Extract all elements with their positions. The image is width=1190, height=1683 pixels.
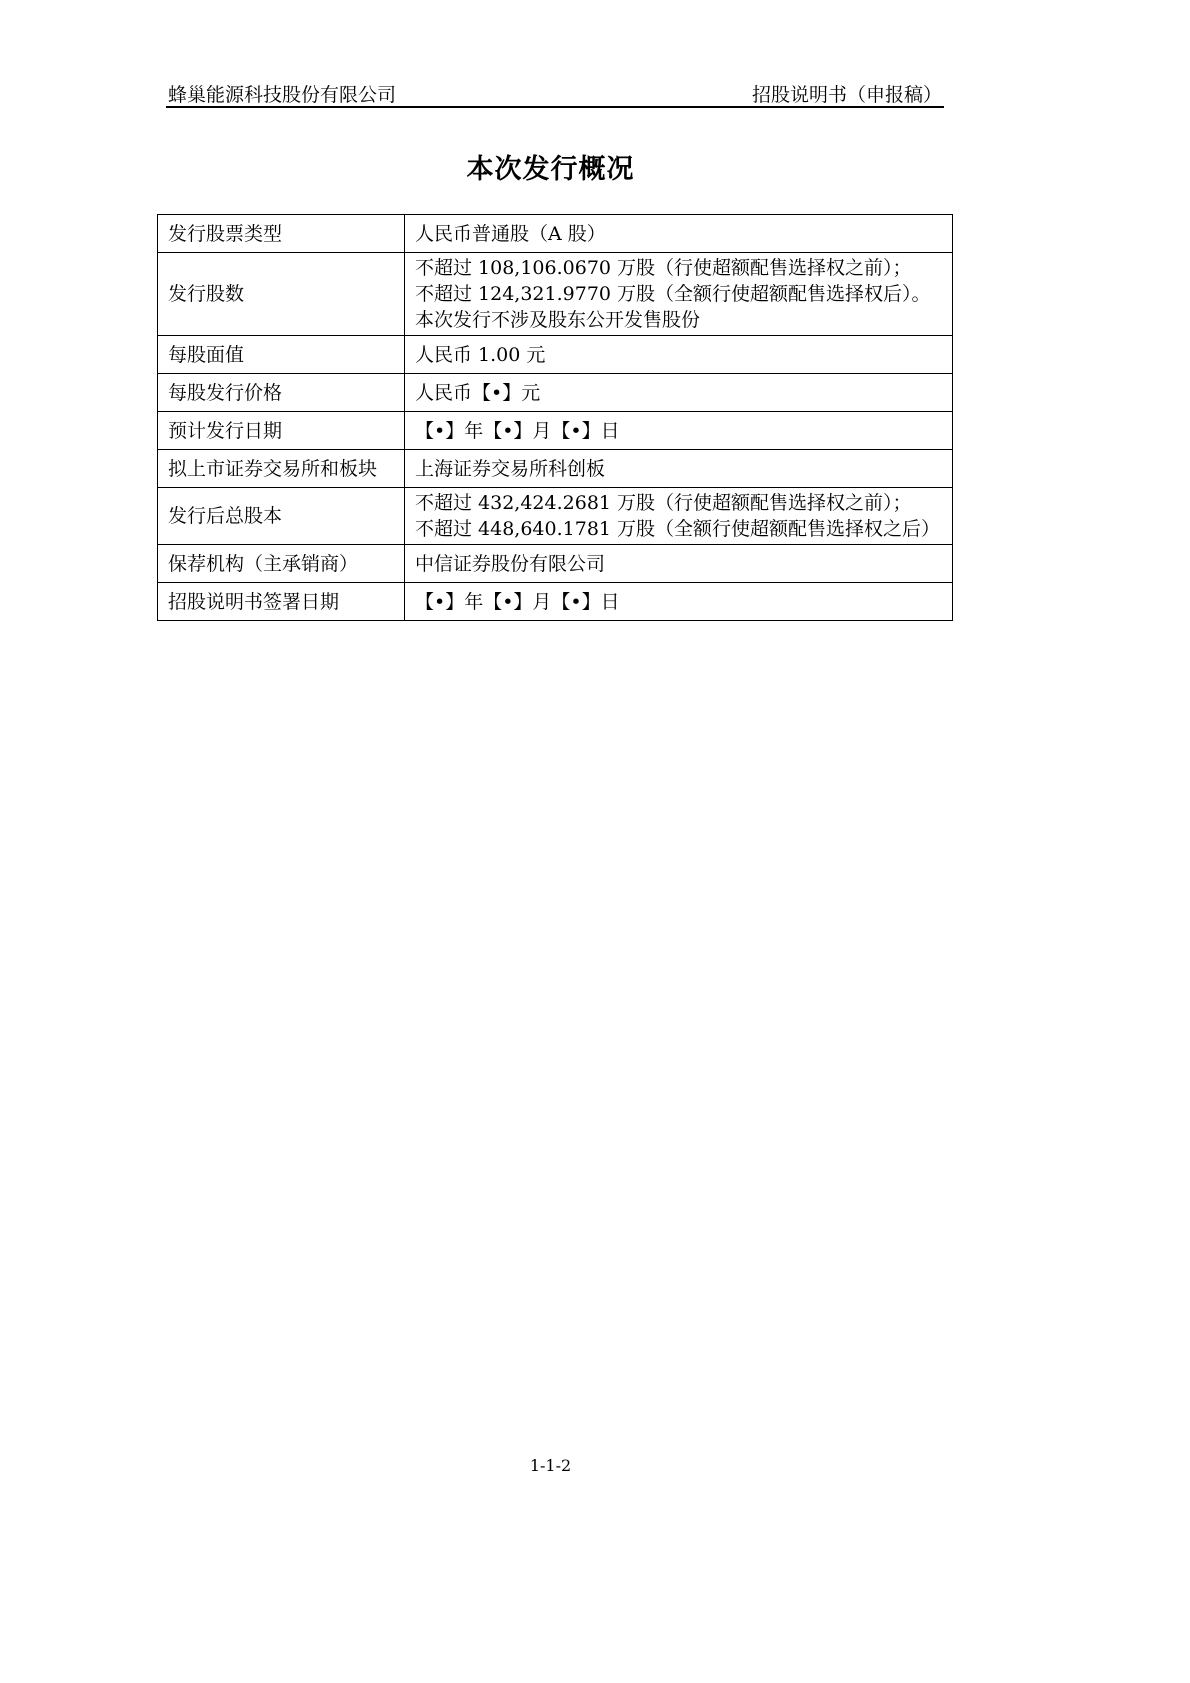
row-label: 发行股票类型 [158,215,405,253]
row-value [405,450,953,488]
table-row [158,412,953,450]
page-title: 本次发行概况 [466,154,635,185]
value-line: 人民币【•】元 [415,381,541,404]
row-label: 保荐机构（主承销商） [158,545,405,583]
value-line: 人民币 1.00 元 [415,343,546,366]
value-line: 人民币普通股（A 股） [415,222,606,245]
table-row [158,545,953,583]
row-label: 发行后总股本 [158,488,405,545]
table-row [158,253,953,336]
value-line: 不超过 124,321.9770 万股（全额行使超额配售选择权后）。 [415,283,931,305]
row-label: 每股面值 [158,336,405,374]
table-row [158,488,953,545]
value-line: 本次发行不涉及股东公开发售股份 [415,309,701,331]
page-number: 1-1-2 [529,1456,572,1475]
table-row [158,583,953,621]
row-label: 发行股数 [158,253,405,336]
table-row [158,336,953,374]
table-row [158,450,953,488]
value-line: 上海证券交易所科创板 [415,457,606,480]
row-value [405,545,953,583]
row-label: 招股说明书签署日期 [158,583,405,621]
value-line: 不超过 432,424.2681 万股（行使超额配售选择权之前）； [415,492,912,514]
company-name: 蜂巢能源科技股份有限公司 [168,84,397,106]
value-line: 不超过 108,106.0670 万股（行使超额配售选择权之前）； [415,257,912,279]
offering-overview-table [157,214,953,621]
row-value [405,374,953,412]
page-header [166,78,944,108]
value-line: 【•】年【•】月【•】日 [415,590,620,613]
row-value [405,412,953,450]
document-type: 招股说明书（申报稿） [751,84,942,106]
table-row [158,215,953,253]
row-label: 拟上市证券交易所和板块 [158,450,405,488]
value-line: 不超过 448,640.1781 万股（全额行使超额配售选择权之后） [415,518,941,540]
value-line: 中信证券股份有限公司 [415,552,606,575]
table-row [158,374,953,412]
row-label: 预计发行日期 [158,412,405,450]
row-value [405,215,953,253]
row-value [405,488,953,545]
row-value [405,253,953,336]
value-line: 【•】年【•】月【•】日 [415,419,620,442]
row-label: 每股发行价格 [158,374,405,412]
row-value [405,583,953,621]
row-value [405,336,953,374]
